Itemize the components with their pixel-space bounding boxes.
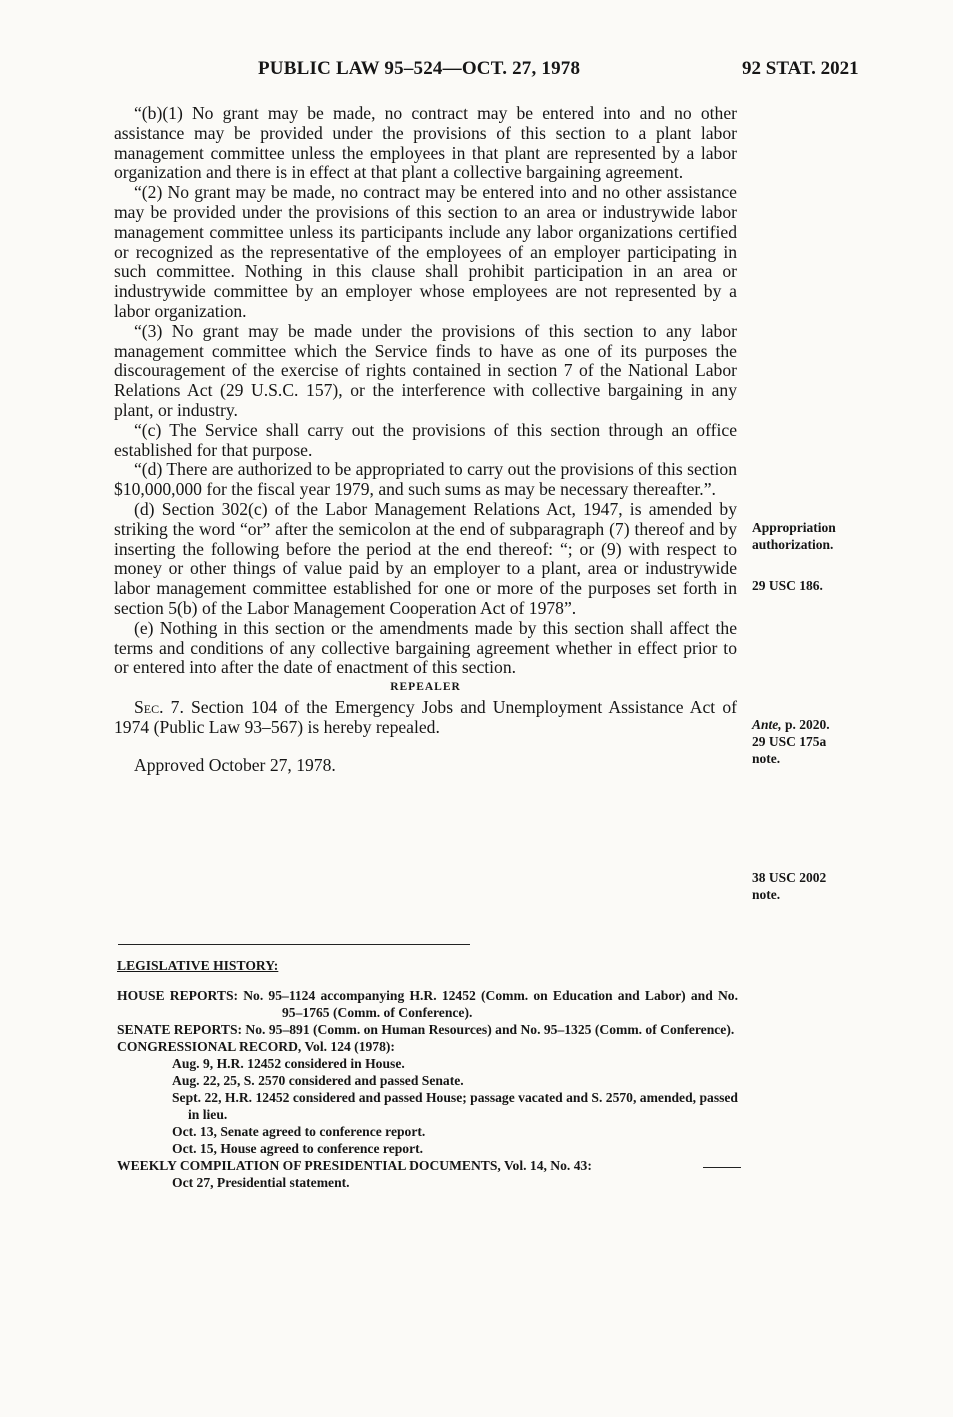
margin-note-appropriation bbox=[752, 519, 836, 553]
margin-ante-page: p. 2020. bbox=[781, 717, 830, 732]
weekly-compilation bbox=[117, 1157, 738, 1174]
margin-ante-line bbox=[752, 716, 830, 733]
margin-appropriation-line1: Appropriation bbox=[752, 520, 836, 535]
weekly-entry: Oct 27, Presidential statement. bbox=[172, 1175, 350, 1190]
weekly-compilation-text: WEEKLY COMPILATION OF PRESIDENTIAL DOCUMENTS, Vol. 14, No. 43: bbox=[117, 1158, 592, 1173]
weekly-underline bbox=[703, 1167, 741, 1168]
record-entry: Oct. 15, House agreed to conference report. bbox=[172, 1141, 424, 1156]
section-text: Section 104 of the Emergency Jobs and Unemployment Assistance Act of 1974 (Public Law 93–567) is hereby repealed. bbox=[114, 696, 737, 737]
paragraph-c: “(c) The Service shall carry out the provisions of this section through an office established for that purpose. bbox=[114, 419, 737, 460]
legislative-history-title: LEGISLATIVE HISTORY: bbox=[117, 958, 279, 973]
law-citation: PUBLIC LAW 95–524—OCT. 27, 1978 bbox=[258, 58, 581, 79]
section-label: Sec. 7. bbox=[134, 696, 184, 717]
statute-page: 92 STAT. 2021 bbox=[742, 58, 859, 79]
paragraph-e: (e) Nothing in this section or the amendments made by this section shall affect the terms and conditions of any collective bargaining agreement whether in effect prior to or entered into after the date of enactment of this section. bbox=[114, 617, 737, 678]
margin-ante-word: Ante, bbox=[752, 717, 782, 732]
margin-2002: 38 USC 2002 bbox=[752, 870, 827, 885]
congressional-record: CONGRESSIONAL RECORD, Vol. 124 (1978): bbox=[117, 1039, 395, 1054]
margin-175a: 29 USC 175a bbox=[752, 734, 827, 749]
margin-appropriation-line2: authorization. bbox=[752, 537, 834, 552]
section-7 bbox=[114, 698, 737, 738]
margin-note-ante bbox=[752, 716, 830, 767]
paragraph-b3: “(3) No grant may be made under the provisions of this section to any labor management committee which the Service finds to have as one of its purposes the discouragement of the exercise of rights contained in section 7 of the National Labor Relations Act (29 U.S.C. 157), or the interference with collective bargaining in any plant, or industry. bbox=[114, 320, 737, 420]
divider-rule bbox=[118, 944, 470, 945]
margin-note-38usc2002 bbox=[752, 869, 826, 903]
record-entry: Sept. 22, H.R. 12452 considered and passed House; passage vacated and S. 2570, amended, passed in lieu. bbox=[172, 1090, 738, 1122]
margin-2002-note: note. bbox=[752, 887, 781, 902]
record-entry: Aug. 9, H.R. 12452 considered in House. bbox=[172, 1056, 405, 1071]
house-reports: HOUSE REPORTS: No. 95–1124 accompanying H.R. 12452 (Comm. on Education and Labor) and No. 95–1765 (Comm. of Conference). bbox=[117, 988, 738, 1020]
paragraph-d-appropriation: “(d) There are authorized to be appropriated to carry out the provisions of this section $10,000,000 for the fiscal year 1979, and such sums as may be necessary thereafter.”. bbox=[114, 459, 737, 500]
senate-reports: SENATE REPORTS: No. 95–891 (Comm. on Human Resources) and No. 95–1325 (Comm. of Conference). bbox=[117, 1022, 735, 1037]
record-entry: Aug. 22, 25, S. 2570 considered and passed Senate. bbox=[172, 1073, 464, 1088]
paragraph-d-amendment: (d) Section 302(c) of the Labor Management Relations Act, 1947, is amended by striking the word “or” after the semicolon at the end of subparagraph (7) thereof and by inserting the following before the period at the end thereof: “; or (9) with respect to money or other things of value paid by an employer to a plant, area or industrywide labor management committee established for one or more of the purposes set forth in section 5(b) of the Labor Management Cooperation Act of 1978”. bbox=[114, 498, 737, 618]
legislative-history bbox=[117, 957, 738, 1191]
margin-175a-note: note. bbox=[752, 751, 781, 766]
paragraph-b2: “(2) No grant may be made, no contract may be entered into and no other assistance may be provided under the provisions of this section to an area or industrywide labor management committee unless its participants include any labor organizations certified or recognized as the representative of the employees of an employer participating in such committee. Nothing in this clause shall prohibit participation in an area or industrywide committee by an employer whose employees are not represented by a labor organization. bbox=[114, 182, 737, 321]
margin-note-29usc186: 29 USC 186. bbox=[752, 578, 823, 593]
paragraph-b1: “(b)(1) No grant may be made, no contract may be entered into and no other assistance may be provided under the provisions of this section to a plant labor management committee unless the employees in that plant are represented by a labor organization and there is in effect at that plant a collective bargaining agreement. bbox=[114, 103, 737, 183]
statute-body bbox=[114, 104, 737, 775]
section-heading: REPEALER bbox=[390, 681, 461, 694]
page-header bbox=[0, 58, 953, 84]
record-entry: Oct. 13, Senate agreed to conference report. bbox=[172, 1124, 426, 1139]
approval-date: Approved October 27, 1978. bbox=[134, 754, 336, 775]
